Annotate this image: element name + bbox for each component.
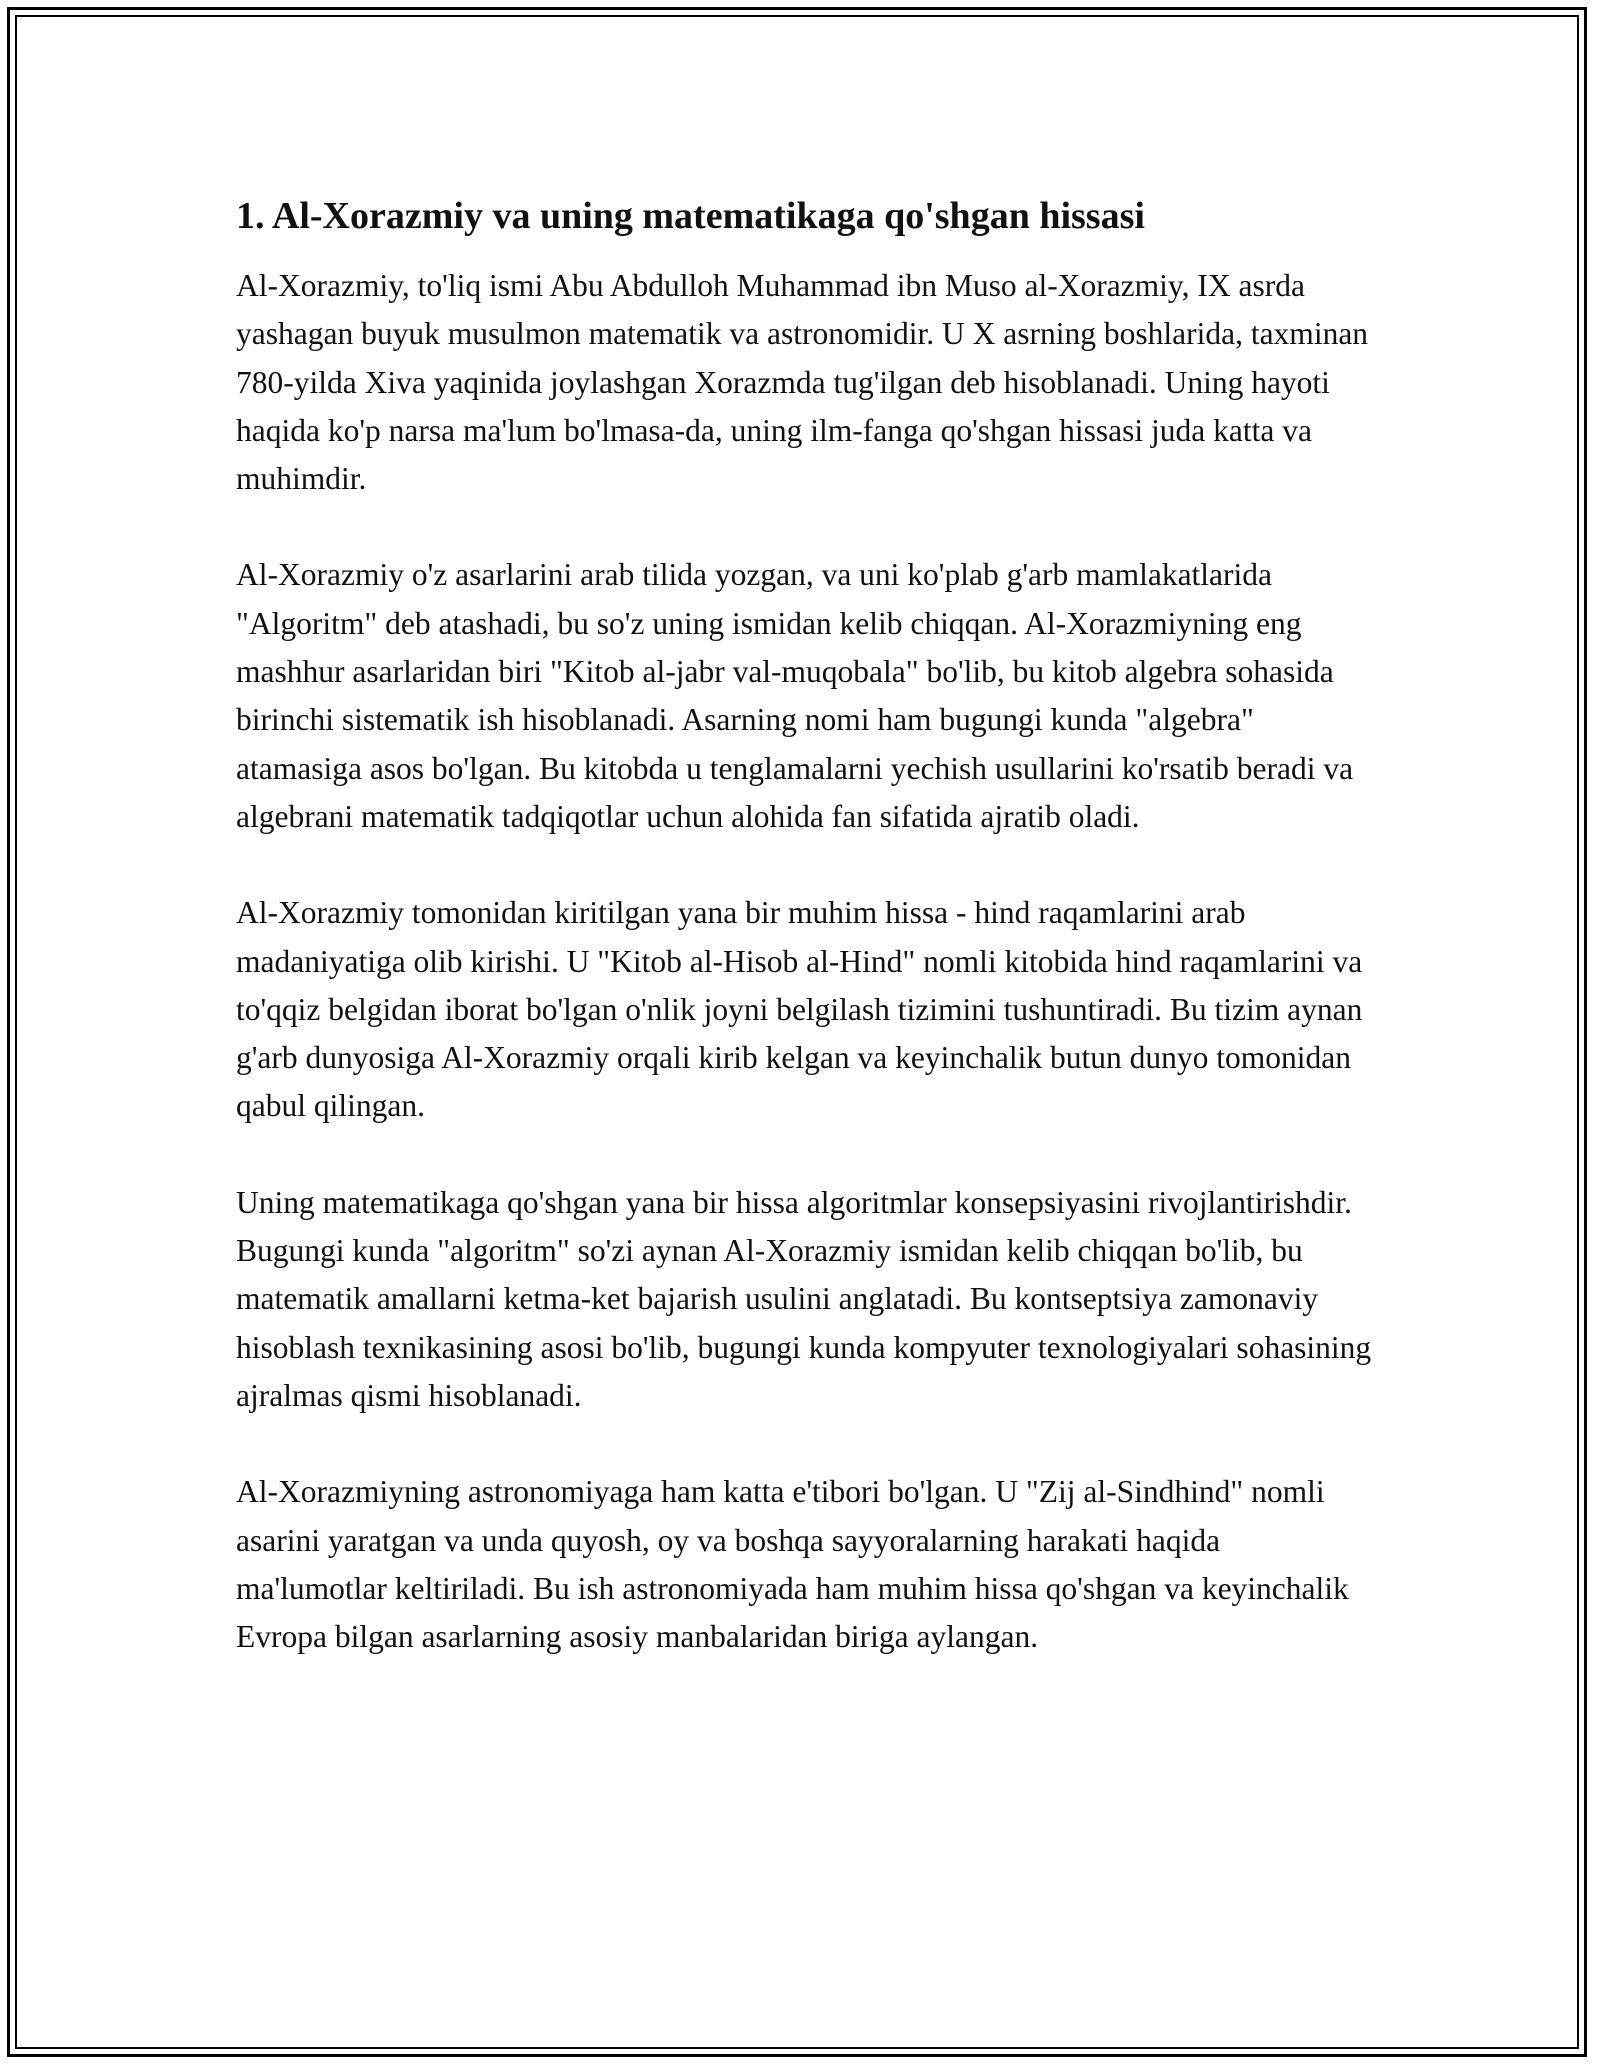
paragraph-1: Al-Xorazmiy, to'liq ismi Abu Abdulloh Muhammad ibn Muso al-Xorazmiy, IX asrda yashagan buyuk musulmon matematik va astronomidir. U X asrning boshlarida, taxminan 780-yilda Xiva yaqinida joylashgan Xorazmda tug'ilgan deb hisoblanadi. Uning hayoti haqida ko'p narsa ma'lum bo'lmasa-da, uning ilm-fanga qo'shgan hissasi juda katta va muhimdir.	[236, 268, 1369, 497]
section-heading: 1. Al-Xorazmiy va uning matematikaga qo'shgan hissasi	[236, 195, 1145, 237]
paragraph-5: Al-Xorazmiyning astronomiyaga ham katta e'tibori bo'lgan. U "Zij al-Sindhind" nomli asarini yaratgan va unda quyosh, oy va boshqa sayyoralarning harakati haqida ma'lumotlar keltiriladi. Bu ish astronomiyada ham muhim hissa qo'shgan va keyinchalik Evropa bilgan asarlarning asosiy manbalaridan biriga aylangan.	[236, 1474, 1349, 1655]
paragraph-3: Al-Xorazmiy tomonidan kiritilgan yana bir muhim hissa - hind raqamlarini arab madaniyatiga olib kirishi. U "Kitob al-Hisob al-Hind" nomli kitobida hind raqamlarini va to'qqiz belgidan iborat bo'lgan o'nlik joyni belgilash tizimini tushuntiradi. Bu tizim aynan g'arb dunyosiga Al-Xorazmiy orqali kirib kelgan va keyinchalik butun dunyo tomonidan qabul qilingan.	[236, 895, 1363, 1124]
paragraph-2: Al-Xorazmiy o'z asarlarini arab tilida yozgan, va uni ko'plab g'arb mamlakatlarida "Algoritm" deb atashadi, bu so'z uning ismidan kelib chiqqan. Al-Xorazmiyning eng mashhur asarlaridan biri "Kitob al-jabr val-muqobala" bo'lib, bu kitob algebra sohasida birinchi sistematik ish hisoblanadi. Asarning nomi ham bugungi kunda "algebra" atamasiga asos bo'lgan. Bu kitobda u tenglamalarni yechish usullarini ko'rsatib beradi va algebrani matematik tadqiqotlar uchun alohida fan sifatida ajratib oladi.	[236, 557, 1354, 834]
paragraph-4: Uning matematikaga qo'shgan yana bir hissa algoritmlar konsepsiyasini rivojlantirishdir. Bugungi kunda "algoritm" so'zi aynan Al-Xorazmiy ismidan kelib chiqqan bo'lib, bu matematik amallarni ketma-ket bajarish usulini anglatadi. Bu kontseptsiya zamonaviy hisoblash texnikasining asosi bo'lib, bugungi kunda kompyuter texnologiyalari sohasining ajralmas qismi hisoblanadi.	[236, 1184, 1372, 1413]
document-body	[236, 186, 1376, 1709]
